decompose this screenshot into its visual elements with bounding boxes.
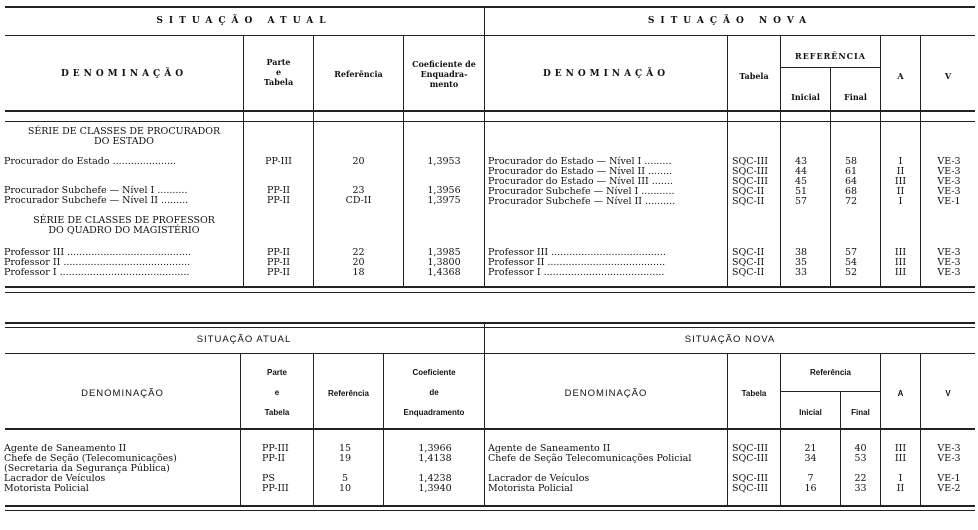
header-tabela: Tabela [741, 389, 767, 398]
cell-a: I [898, 156, 903, 167]
cell-denominacao: Motorista Policial [4, 483, 89, 494]
column-rule [484, 324, 485, 507]
cell-referencia: 18 [352, 267, 365, 278]
title-nova: SITUAÇÃO NOVA [647, 16, 813, 26]
header-inicial: Inicial [791, 92, 820, 102]
cell-v: VE-3 [937, 247, 961, 258]
cell-a: II [896, 186, 905, 197]
header-denominacao: DENOMINAÇÃO [81, 388, 164, 399]
cell-denominacao: Procurador do Estado — Nível II ........ [488, 166, 673, 177]
cell-inicial: 45 [794, 176, 808, 187]
cell-v: VE-1 [937, 473, 961, 484]
cell-tabela: SQC-II [732, 247, 765, 258]
header-inicial: Inicial [799, 408, 822, 417]
rule [5, 35, 975, 36]
cell-inicial: 35 [794, 257, 808, 268]
cell-denominacao: Lacrador de Veículos [488, 473, 590, 484]
cell-parte: PP-II [267, 185, 290, 196]
cell-inicial: 43 [794, 156, 808, 167]
header-parte: Parte [266, 57, 291, 67]
cell-inicial: 16 [804, 483, 817, 494]
cell-parte: PP-II [262, 453, 285, 464]
cell-parte: PP-III [265, 156, 292, 167]
header-referencia: Referência [328, 389, 369, 398]
cell-v: VE-2 [937, 483, 961, 494]
cell-referencia: 19 [338, 453, 352, 464]
cell-tabela: SQC-III [732, 156, 769, 167]
cell-denominacao: Procurador Subchefe — Nível I .......... [4, 185, 188, 196]
header-denominacao: DENOMINAÇÃO [60, 69, 188, 79]
section-heading: DO ESTADO [94, 136, 154, 147]
cell-a: III [894, 176, 907, 187]
cell-denominacao: Agente de Saneamento II [488, 443, 611, 454]
cell-a: III [894, 257, 907, 268]
cell-inicial: 38 [794, 247, 808, 258]
cell-tabela: SQC-II [732, 257, 765, 268]
header-parte: Parte [266, 368, 287, 377]
header-referencia-nova: REFERÊNCIA [795, 51, 866, 61]
title-atual: SITUAÇÃO ATUAL [156, 16, 332, 26]
cell-denominacao: Procurador Subchefe — Nível II .......... [488, 196, 676, 207]
cell-a: III [894, 453, 907, 464]
cell-a: III [894, 267, 907, 278]
header-denominacao-nova: DENOMINAÇÃO [542, 69, 670, 79]
cell-tabela: SQC-III [732, 443, 769, 454]
header-coef-3: mento [429, 79, 459, 89]
cell-coeficiente: 1,4138 [418, 453, 452, 464]
rule [5, 353, 975, 354]
cell-final: 64 [844, 176, 858, 187]
rule [5, 510, 975, 511]
cell-inicial: 34 [804, 453, 817, 464]
header-referencia-nova: Referência [810, 368, 851, 377]
section-heading: SÉRIE DE CLASSES DE PROFESSOR [33, 215, 215, 226]
cell-denominacao: Professor II ....................................... [488, 257, 666, 268]
cell-final: 33 [854, 483, 867, 494]
cell-coeficiente: 1,3975 [427, 195, 461, 206]
header-coef-3: Enquadramento [403, 408, 465, 417]
rule [780, 391, 880, 392]
cell-v: VE-3 [937, 443, 961, 454]
cell-referencia: 10 [338, 483, 352, 494]
cell-a: I [898, 196, 903, 207]
cell-v: VE-3 [937, 267, 961, 278]
cell-tabela: SQC-III [732, 483, 769, 494]
column-rule [484, 6, 485, 288]
cell-parte: PP-II [267, 195, 290, 206]
cell-coeficiente: 1,4368 [427, 267, 461, 278]
cell-coeficiente: 1,3966 [418, 443, 452, 454]
header-coef-2: de [429, 388, 439, 397]
cell-v: VE-3 [937, 176, 961, 187]
cell-inicial: 57 [794, 196, 808, 207]
cell-final: 58 [844, 156, 858, 167]
cell-denominacao: Chefe de Seção (Telecomunicações) [4, 453, 177, 464]
cell-tabela: SQC-II [732, 267, 765, 278]
cell-referencia: 20 [352, 257, 365, 268]
cell-v: VE-3 [937, 156, 961, 167]
rule [5, 428, 975, 430]
cell-v: VE-3 [937, 453, 961, 464]
cell-denominacao: Chefe de Seção Telecomunicações Policial [488, 453, 692, 464]
cell-denominacao: Agente de Saneamento II [4, 443, 127, 454]
header-v: V [944, 71, 952, 81]
cell-a: II [896, 483, 905, 494]
cell-final: 40 [854, 443, 867, 454]
header-v: V [945, 389, 951, 398]
cell-denominacao: Lacrador de Veículos [4, 473, 106, 484]
rule [5, 292, 975, 293]
title-nova: SITUAÇÃO NOVA [684, 334, 776, 345]
header-e: e [274, 388, 280, 397]
cell-tabela: SQC-III [732, 453, 769, 464]
cell-v: VE-3 [937, 257, 961, 268]
header-tabela-left: Tabela [263, 77, 294, 87]
cell-final: 22 [854, 473, 867, 484]
cell-referencia: CD-II [345, 195, 372, 206]
header-coef-2: Enquadra- [420, 69, 468, 79]
cell-final: 68 [844, 186, 858, 197]
header-final: Final [851, 408, 870, 417]
cell-final: 61 [844, 166, 858, 177]
cell-final: 54 [844, 257, 858, 268]
cell-a: II [896, 166, 905, 177]
cell-coeficiente: 1,3800 [427, 257, 461, 268]
cell-referencia: 20 [352, 156, 365, 167]
cell-parte: PP-II [267, 267, 290, 278]
cell-referencia: 22 [352, 247, 365, 258]
cell-denominacao: Procurador do Estado — Nível I ......... [488, 156, 672, 167]
cell-denominacao: Professor III ...................................... [488, 247, 666, 258]
cell-parte: PP-III [262, 483, 289, 494]
cell-a: III [894, 443, 907, 454]
cell-tabela: SQC-II [732, 186, 765, 197]
header-denominacao-nova: DENOMINAÇÃO [564, 388, 648, 399]
rule [5, 322, 975, 324]
cell-inicial: 33 [794, 267, 808, 278]
cell-tabela: SQC-II [732, 196, 765, 207]
cell-parte: PP-II [267, 257, 290, 268]
rule [5, 6, 975, 8]
cell-final: 53 [854, 453, 867, 464]
rule [5, 327, 975, 328]
cell-denominacao: Procurador Subchefe — Nível I ........... [488, 186, 675, 197]
cell-parte: PP-III [262, 443, 289, 454]
cell-denominacao: (Secretaria da Segurança Pública) [4, 463, 170, 474]
cell-parte: PS [262, 473, 275, 484]
section-heading: SÉRIE DE CLASSES DE PROCURADOR [27, 126, 221, 137]
cell-tabela: SQC-III [732, 166, 769, 177]
cell-referencia: 5 [341, 473, 349, 484]
cell-denominacao: Procurador Subchefe — Nível II ......... [4, 195, 189, 206]
header-tabela: Tabela [739, 71, 769, 81]
cell-denominacao: Procurador do Estado — Nível III ....... [488, 176, 673, 187]
header-e: e [275, 67, 282, 77]
cell-denominacao: Professor I ........................................... [4, 267, 190, 278]
header-coef-1: Coeficiente de [412, 59, 476, 69]
cell-denominacao: Professor I ........................................ [488, 267, 665, 278]
cell-final: 72 [844, 196, 858, 207]
title-atual: SITUAÇÃO ATUAL [196, 334, 292, 345]
cell-referencia: 15 [338, 443, 352, 454]
section-heading: DO QUADRO DO MAGISTÉRIO [48, 225, 200, 236]
cell-a: I [898, 473, 903, 484]
header-final: Final [844, 92, 867, 102]
cell-inicial: 44 [794, 166, 808, 177]
cell-denominacao: Professor III ......................................... [4, 247, 191, 258]
cell-denominacao: Procurador do Estado ..................... [4, 156, 177, 167]
column-rule [727, 354, 728, 505]
cell-inicial: 7 [807, 473, 814, 484]
cell-a: III [894, 247, 907, 258]
cell-denominacao: Professor II .......................................... [4, 257, 191, 268]
cell-final: 52 [844, 267, 858, 278]
cell-denominacao: Motorista Policial [488, 483, 573, 494]
rule [5, 286, 975, 288]
cell-v: VE-3 [937, 166, 961, 177]
rule [5, 505, 975, 507]
header-referencia: Referência [334, 69, 383, 79]
cell-tabela: SQC-III [732, 473, 769, 484]
cell-coeficiente: 1,3940 [418, 483, 452, 494]
header-a: A [897, 71, 904, 81]
column-rule [313, 354, 314, 505]
cell-coeficiente: 1,3985 [427, 247, 461, 258]
cell-coeficiente: 1,4238 [418, 473, 452, 484]
cell-parte: PP-II [267, 247, 290, 258]
header-coef-1: Coeficiente [412, 368, 456, 377]
cell-final: 57 [844, 247, 858, 258]
header-a: A [897, 389, 904, 398]
cell-v: VE-1 [937, 196, 961, 207]
cell-referencia: 23 [352, 185, 365, 196]
cell-inicial: 21 [804, 443, 817, 454]
cell-tabela: SQC-III [732, 176, 769, 187]
cell-coeficiente: 1,3956 [427, 185, 461, 196]
cell-inicial: 51 [794, 186, 808, 197]
cell-v: VE-3 [937, 186, 961, 197]
header-tabela-left: Tabela [264, 408, 290, 417]
cell-coeficiente: 1,3953 [427, 156, 461, 167]
